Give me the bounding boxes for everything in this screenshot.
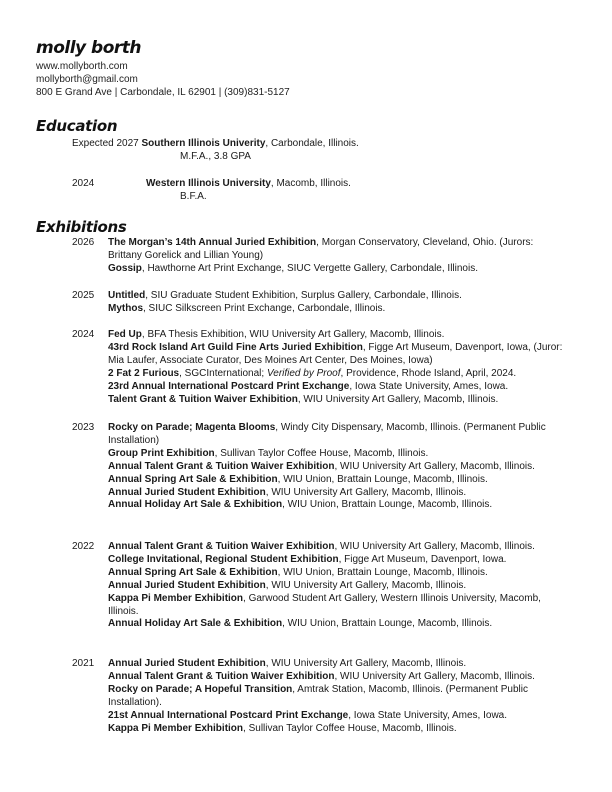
exhibition-entry [108,474,568,487]
exhibition-entry [108,303,568,316]
exhibition-details: , WIU University Art Gallery, Macomb, Illinois. [334,670,535,682]
exhibition-entry [108,593,568,619]
exhibition-title: Kappa Pi Member Exhibition [108,722,244,734]
exhibition-title: Fed Up [108,329,142,340]
exhibition-entry [108,567,568,580]
exhibition-details: , WIU University Art Gallery, Macomb, Illinois. [334,541,535,552]
exhibition-details: , Garwood Student Art Gallery, Western Illinois University, Macomb, Illinois. [108,592,541,617]
exhibition-entry [108,368,568,381]
exhibition-entry [108,487,568,500]
exhibition-entry [108,422,568,448]
exhibition-title: Kappa Pi Member Exhibition [108,592,244,604]
exhibition-entry [108,448,568,461]
website-link[interactable]: www.mollyborth.com [36,61,128,72]
exhibition-details: , Iowa State University, Ames, Iowa. [348,709,508,721]
exhibition-entry [108,394,568,407]
exhibition-title: Talent Grant & Tuition Waiver Exhibition [108,393,298,405]
exhibition-title: Untitled [108,290,146,301]
exhibition-title: Group Print Exhibition [108,447,215,459]
exhibition-title: The Morgan’s 14th Annual Juried Exhibition [108,237,317,248]
exhibition-entry [108,710,568,723]
exhibition-details: , WIU Union, Brattain Lounge, Macomb, Illinois. [277,566,488,578]
exhibition-details: , WIU University Art Gallery, Macomb, Illinois. [265,658,467,669]
education-heading: Education [36,117,118,135]
exhibition-details: , WIU University Art Gallery, Macomb, Illinois. [297,393,499,405]
year-label: 2026 [72,237,95,248]
exhibition-details: , Morgan Conservatory, Cleveland, Ohio. (Jurors: Brittany Gorelick and Lillian Young) [108,237,534,261]
education-school: Western Illinois University [146,178,271,189]
exhibition-entry [108,541,568,554]
exhibition-entry [108,263,568,276]
exhibition-entry [108,461,568,474]
exhibition-entry [108,658,568,671]
exhibition-details: , Figge Art Museum, Davenport, Iowa, (Juror: Mia Laufer, Associate Curator, Des Moines Art Center, Des Moines, Iowa) [108,341,563,366]
exhibition-title: Rocky on Parade; Magenta Blooms [108,422,276,433]
education-item [72,177,351,190]
exhibition-entry [108,290,568,303]
education-location: , Macomb, Illinois. [270,178,351,189]
exhibition-title: Annual Juried Student Exhibition [108,579,266,591]
exhibition-details: , WIU University Art Gallery, Macomb, Illinois. [265,486,467,498]
exhibition-entry [108,329,568,342]
exhibition-title: College Invitational, Regional Student Exhibition [108,553,339,565]
exhibition-entry [108,723,568,736]
exhibition-details: , SIUC Silkscreen Print Exchange, Carbondale, Illinois. [143,302,386,314]
exhibition-details: , WIU Union, Brattain Lounge, Macomb, Illinois. [277,473,488,485]
education-degree: M.F.A., 3.8 GPA [180,151,251,162]
exhibition-entry [108,580,568,593]
year-label: 2024 [72,329,95,340]
exhibition-details: , Amtrak Station, Macomb, Illinois. (Permanent Public Installation). [108,683,528,708]
exhibition-italic-title: Verified by Proof [266,367,341,379]
exhibition-title: 23rd Annual International Postcard Print Exchange [108,380,350,392]
exhibition-details: , WIU University Art Gallery, Macomb, Illinois. [265,579,467,591]
exhibition-entry [108,381,568,394]
exhibition-details: , Providence, Rhode Island, April, 2024. [340,367,517,379]
exhibition-details: , BFA Thesis Exhibition, WIU University Art Gallery, Macomb, Illinois. [141,329,445,340]
exhibition-details: , Sullivan Taylor Coffee House, Macomb, Illinois. [214,447,429,459]
email-link[interactable]: mollyborth@gmail.com [36,74,138,85]
education-degree: B.F.A. [180,191,207,202]
year-label: 2021 [72,658,95,669]
exhibition-entry [108,342,568,368]
exhibition-title: Annual Juried Student Exhibition [108,658,266,669]
exhibition-details: , Figge Art Museum, Davenport, Iowa. [338,553,507,565]
exhibition-title: Annual Talent Grant & Tuition Waiver Exhibition [108,541,335,552]
exhibition-entry [108,671,568,684]
exhibition-title: Gossip [108,262,142,274]
exhibition-details: , WIU Union, Brattain Lounge, Macomb, Illinois. [282,618,493,630]
exhibition-details: , WIU Union, Brattain Lounge, Macomb, Illinois. [282,499,493,511]
exhibition-details: , SIU Graduate Student Exhibition, Surplus Gallery, Carbondale, Illinois. [145,290,462,301]
exhibition-title: 2 Fat 2 Furious [108,367,180,379]
exhibition-entry [108,684,568,710]
exhibition-entry [108,554,568,567]
exhibition-title: Annual Talent Grant & Tuition Waiver Exhibition [108,460,335,472]
exhibition-title: Annual Talent Grant & Tuition Waiver Exhibition [108,670,335,682]
exhibition-entry [108,618,568,631]
exhibition-title: 43rd Rock Island Art Guild Fine Arts Juried Exhibition [108,341,363,353]
exhibition-details: , Sullivan Taylor Coffee House, Macomb, Illinois. [243,722,457,734]
exhibition-title: Annual Holiday Art Sale & Exhibition [108,499,283,511]
year-label: 2025 [72,290,95,301]
exhibition-details: , Iowa State University, Ames, Iowa. [349,380,509,392]
exhibition-details: , Windy City Dispensary, Macomb, Illinois. (Permanent Public Installation) [108,422,546,446]
address-line: 800 E Grand Ave | Carbondale, IL 62901 | (309)831-5127 [36,87,290,98]
exhibition-details: , SGCInternational; [179,367,267,379]
education-school: Southern Illinois Univerity [141,138,266,149]
resume-name: molly borth [36,38,142,58]
exhibition-title: Annual Holiday Art Sale & Exhibition [108,618,283,630]
education-location: , Carbondale, Illinois. [265,138,359,149]
exhibition-title: Annual Spring Art Sale & Exhibition [108,473,278,485]
exhibition-title: Mythos [108,302,143,314]
exhibition-title: Rocky on Parade; A Hopeful Transition [108,683,293,695]
education-date: 2024 [72,178,95,189]
exhibition-title: Annual Spring Art Sale & Exhibition [108,566,278,578]
year-label: 2023 [72,422,95,433]
year-label: 2022 [72,541,95,552]
education-item [72,137,359,150]
exhibition-entry [108,499,568,512]
exhibition-title: 21st Annual International Postcard Print Exchange [108,709,349,721]
exhibition-details: , WIU University Art Gallery, Macomb, Illinois. [334,460,535,472]
exhibition-entry [108,237,568,263]
exhibition-title: Annual Juried Student Exhibition [108,486,266,498]
education-date: Expected 2027 [72,138,139,149]
exhibition-details: , Hawthorne Art Print Exchange, SIUC Vergette Gallery, Carbondale, Illinois. [141,262,478,274]
exhibitions-heading: Exhibitions [36,218,127,236]
